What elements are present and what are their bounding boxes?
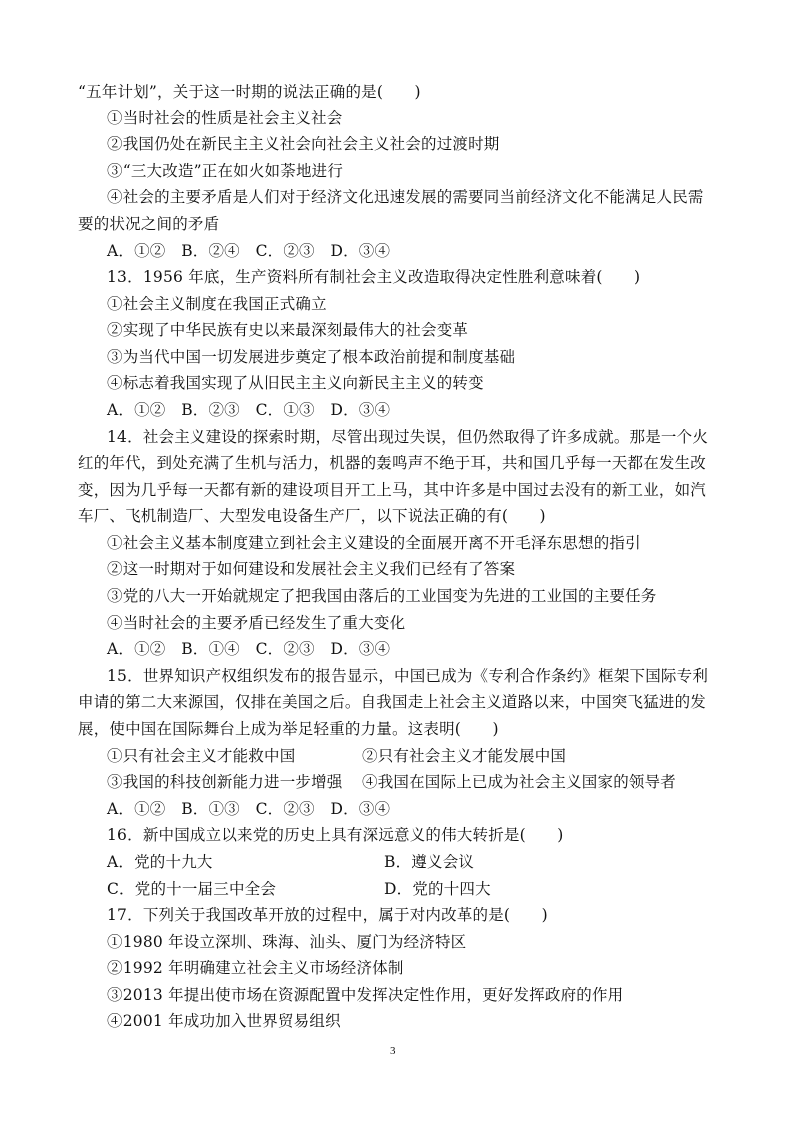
q13-option-2: ②实现了中华民族有史以来最深刻最伟大的社会变革: [107, 321, 469, 339]
q15-stem-2: 申请的第二大来源国，仅排在美国之后。自我国走上社会主义道路以来，中国突飞猛进的发: [78, 693, 707, 711]
q17-option-4: ④2001 年成功加入世界贸易组织: [107, 1012, 341, 1030]
q15-stem-1: 15．世界知识产权组织发布的报告显示，中国已成为《专利合作条约》框架下国际专利: [107, 667, 709, 685]
q12-option-2: ②我国仍处在新民主主义社会向社会主义社会的过渡时期: [107, 135, 500, 153]
q14-option-2: ②这一时期对于如何建设和发展社会主义我们已经有了答案: [107, 560, 516, 578]
q15-stem-3: 展，使中国在国际舞台上成为举足轻重的力量。这表明( ): [78, 720, 499, 738]
q12-option-3: ③“三大改造”正在如火如荼地进行: [107, 162, 344, 180]
q14-stem-4: 车厂、飞机制造厂、大型发电设备生产厂，以下说法正确的有( ): [78, 507, 546, 525]
q14-choices: A．①② B．①④ C．②③ D．③④: [107, 640, 391, 658]
q13-option-4: ④标志着我国实现了从旧民主主义向新民主主义的转变: [107, 374, 484, 392]
q13-choices: A．①② B．②③ C．①③ D．③④: [107, 401, 391, 419]
q15-choices: A．①② B．①③ C．②③ D．③④: [107, 800, 391, 818]
q12-stem-cont: “五年计划”，关于这一时期的说法正确的是( ): [78, 83, 421, 101]
q16-choice-c: C．党的十一届三中全会: [107, 880, 277, 898]
q15-option-1: ①只有社会主义才能救中国: [107, 747, 296, 765]
q16-stem: 16．新中国成立以来党的历史上具有深远意义的伟大转折是( ): [107, 826, 564, 844]
q12-choices: A．①② B．②④ C．②③ D．③④: [107, 242, 391, 260]
q14-option-3: ③党的八大一开始就规定了把我国由落后的工业国变为先进的工业国的主要任务: [107, 587, 657, 605]
q15-option-4: ④我国在国际上已成为社会主义国家的领导者: [362, 773, 677, 791]
page-number: 3: [390, 1045, 396, 1057]
q13-option-1: ①社会主义制度在我国正式确立: [107, 295, 327, 313]
q14-stem-2: 红的年代，到处充满了生机与活力，机器的轰鸣声不绝于耳，共和国几乎每一天都在发生改: [78, 454, 707, 472]
q15-option-2: ②只有社会主义才能发展中国: [362, 747, 567, 765]
q14-stem-1: 14．社会主义建设的探索时期，尽管出现过失误，但仍然取得了许多成就。那是一个火: [107, 428, 709, 446]
q17-option-2: ②1992 年明确建立社会主义市场经济体制: [107, 959, 404, 977]
q13-option-3: ③为当代中国一切发展进步奠定了根本政治前提和制度基础: [107, 348, 516, 366]
q16-choice-a: A．党的十九大: [107, 853, 213, 871]
q13-stem: 13．1956 年底，生产资料所有制社会主义改造取得决定性胜利意味着( ): [107, 268, 641, 286]
q17-option-1: ①1980 年设立深圳、珠海、汕头、厦门为经济特区: [107, 933, 467, 951]
q17-stem: 17．下列关于我国改革开放的过程中，属于对内改革的是( ): [107, 906, 548, 924]
q14-stem-3: 变，因为几乎每一天都有新的建设项目开工上马，其中许多是中国过去没有的新工业，如汽: [78, 481, 707, 499]
q16-choice-b: B．遵义会议: [384, 853, 475, 871]
q14-option-4: ④当时社会的主要矛盾已经发生了重大变化: [107, 614, 406, 632]
q12-option-4: ④社会的主要矛盾是人们对于经济文化迅速发展的需要同当前经济文化不能满足人民需: [107, 188, 704, 206]
q14-option-1: ①社会主义基本制度建立到社会主义建设的全面展开离不开毛泽东思想的指引: [107, 534, 641, 552]
q15-option-3: ③我国的科技创新能力进一步增强: [107, 773, 343, 791]
q16-choice-d: D．党的十四大: [384, 880, 491, 898]
q12-option-4-cont: 要的状况之间的矛盾: [78, 215, 220, 233]
q17-option-3: ③2013 年提出使市场在资源配置中发挥决定性作用，更好发挥政府的作用: [107, 986, 624, 1004]
q12-option-1: ①当时社会的性质是社会主义社会: [107, 109, 343, 127]
